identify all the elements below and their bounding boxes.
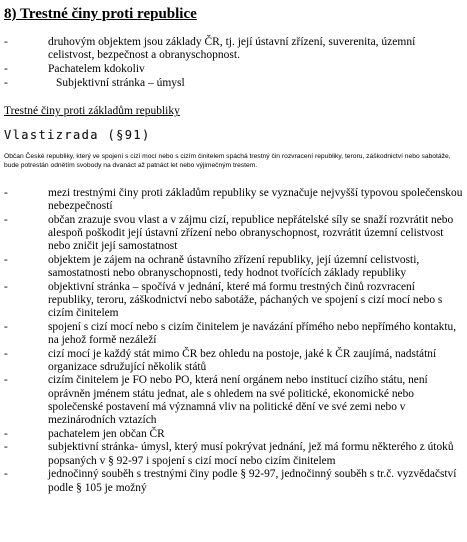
list-item: - subjektivní stránka- úmysl, který musí pokrývat jednání, jež má formu některého z útoků popsaných v § 92-97 i spojení s cizí mocí nebo cizím činitelem <box>4 441 463 467</box>
commentary-list <box>4 187 463 495</box>
law-title: Vlastizrada (§91) <box>4 128 151 143</box>
chapter-heading: 8) Trestné činy proti republice <box>4 6 197 22</box>
list-item: - mezi trestnými činy proti základům republiky se vyznačuje nejvyšší typovou společenskou nebezpečností <box>4 187 463 213</box>
list-item: - cizím činitelem je FO nebo PO, která není orgánem nebo institucí cizího státu, není oprávněn jménem státu jednat, ale s ohledem na své politické, ekonomické nebo společenské postavení má významná vliv na politické dění ve své zemi nebo v mezinárodních vztazích <box>4 374 463 427</box>
intro-item: - druhovým objektem jsou základy ČR, tj. její ústavní zřízení, suverenita, územní celistvost, bezpečnost a obranyschopnost. <box>4 36 463 63</box>
intro-list <box>4 36 463 90</box>
list-item: - spojení s cizí mocí nebo s cizím činitelem je navázání přímého nebo nepřímého kontaktu, na jehož formě nezáleží <box>4 321 463 347</box>
law-text: Občan České republiky, který ve spojení s cizí mocí nebo s cizím činitelem spáchá trestný čin rozvracení republiky, teroru, záškodnictví nebo sabotáže, bude potrestán odnětím svobody na dvanáct až patnáct let nebo výjimečným trestem. <box>4 153 451 170</box>
list-item: - občan zrazuje svou vlast a v zájmu cizí, republice nepřátelské síly se snaží rozvrátit nebo alespoň poškodit její ústavní zřízení nebo obranyschopnost, rozvrátit územní celistvost nebo zničit její samostatnost <box>4 214 463 254</box>
list-item: - pachatelem jen občan ČR <box>4 428 463 441</box>
list-item: - objektem je zájem na ochraně ústavního zřízení republiky, její územní celistvosti, samostatnosti nebo obranyschopnosti, tedy hodnot tvořících základy republiky <box>4 254 463 280</box>
list-item: - objektivní stránka – spočívá v jednání, které má formu trestných činů rozvracení republiky, teroru, záškodnictví nebo sabotáže, páchaných ve spojení s cizí mocí nebo s cizím činitelem <box>4 281 463 321</box>
list-item: - cizí mocí je každý stát mimo ČR bez ohledu na postoje, jaké k ČR zaujímá, nadstátní organizace sdružující několik států <box>4 348 463 374</box>
section-heading: Trestné činy proti základům republiky <box>4 105 180 118</box>
intro-item: - Subjektivní stránka – úmysl <box>4 77 463 90</box>
intro-item: - Pachatelem kdokoliv <box>4 63 463 76</box>
list-item: - jednočinný souběh s trestnými činy podle § 92-97, jednočinný souběh s tr.č. vyzvědačství podle § 105 je možný <box>4 468 463 494</box>
